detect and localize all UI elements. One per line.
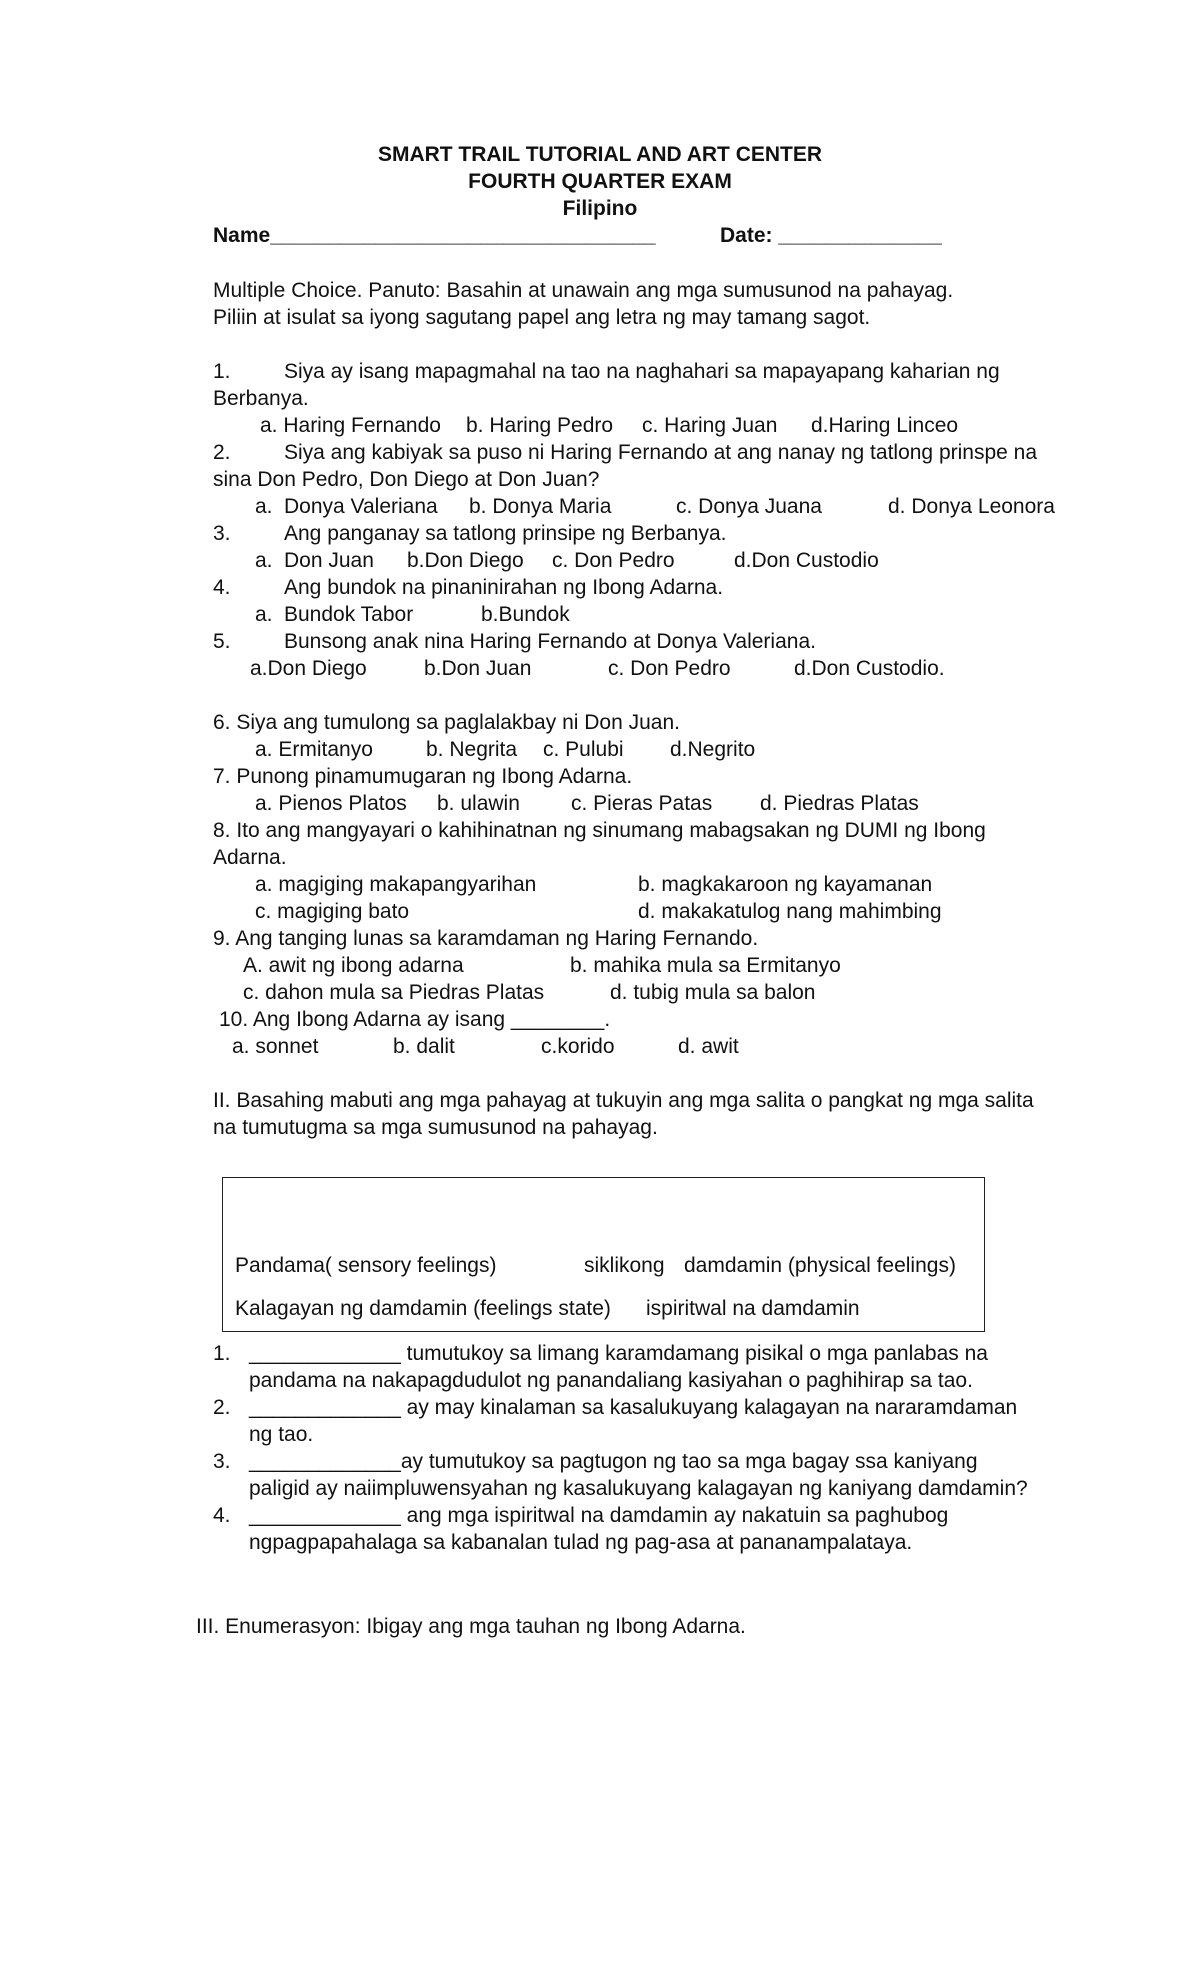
item-text: ng tao.: [249, 1423, 314, 1446]
item-text: _____________ay tumutukoy sa pagtugon ng tao sa mga bagay ssa kaniyang: [249, 1450, 978, 1473]
choice: a. sonnet: [232, 1035, 319, 1058]
choice: d.Haring Linceo: [811, 414, 959, 437]
item-number: 3.: [213, 1450, 231, 1473]
choice: Don Juan: [284, 549, 374, 572]
choice: d. Donya Leonora: [888, 495, 1055, 518]
choice: a. Pienos Platos: [255, 792, 407, 815]
choice: b. mahika mula sa Ermitanyo: [570, 954, 841, 977]
question-text: Siya ang kabiyak sa puso ni Haring Fernando at ang nanay ng tatlong prinspe na: [284, 441, 1038, 464]
word-bank-item: siklikong: [584, 1254, 665, 1277]
question-number: 4.: [213, 576, 231, 599]
part2-instructions: na tumutugma sa mga sumusunod na pahayag.: [213, 1116, 658, 1139]
choice: a. Ermitanyo: [255, 738, 373, 761]
part3-instruction: III. Enumerasyon: Ibigay ang mga tauhan ng Ibong Adarna.: [196, 1615, 746, 1638]
subject-title: Filipino: [562, 197, 638, 220]
item-text: pandama na nakapagdudulot ng panandaliang kasiyahan o paghihirap sa tao.: [249, 1369, 973, 1392]
item-number: 4.: [213, 1504, 231, 1527]
question-number: 1.: [213, 360, 231, 383]
word-bank-item: ispiritwal na damdamin: [646, 1297, 860, 1320]
choice: d.Don Custodio: [734, 549, 879, 572]
choice: d. Piedras Platas: [760, 792, 919, 815]
choice: Bundok Tabor: [284, 603, 414, 626]
choice: b.Bundok: [481, 603, 570, 626]
choice: c. Pieras Patas: [571, 792, 713, 815]
item-text: _____________ ay may kinalaman sa kasalukuyang kalagayan na nararamdaman: [249, 1396, 1018, 1419]
choice: b. Donya Maria: [469, 495, 612, 518]
question-text: 7. Punong pinamumugaran ng Ibong Adarna.: [213, 765, 633, 788]
choice: a. magiging makapangyarihan: [255, 873, 537, 896]
instructions-line: Multiple Choice. Panuto: Basahin at unawain ang mga sumusunod na pahayag.: [213, 279, 954, 302]
choice-letter: a.: [255, 549, 273, 572]
word-bank-item: Kalagayan ng damdamin (feelings state): [235, 1297, 611, 1320]
item-text: _____________ tumutukoy sa limang karamdamang pisikal o mga panlabas na: [249, 1342, 988, 1365]
question-text: Bunsong anak nina Haring Fernando at Donya Valeriana.: [284, 630, 816, 653]
choice: c. dahon mula sa Piedras Platas: [243, 981, 545, 1004]
question-text: sina Don Pedro, Don Diego at Don Juan?: [213, 468, 600, 491]
choice: A. awit ng ibong adarna: [243, 954, 464, 977]
part2-instructions: II. Basahing mabuti ang mga pahayag at tukuyin ang mga salita o pangkat ng mga salita: [213, 1089, 1034, 1112]
choice: d. tubig mula sa balon: [610, 981, 816, 1004]
choice: c. Haring Juan: [642, 414, 778, 437]
choice: c. Don Pedro: [552, 549, 675, 572]
item-text: paligid ay naiimpluwensyahan ng kasalukuyang kalagayan ng kaniyang damdamin?: [249, 1477, 1028, 1500]
question-text: Berbanya.: [213, 387, 309, 410]
question-text: Ang bundok na pinaninirahan ng Ibong Adarna.: [284, 576, 724, 599]
choice: c. magiging bato: [255, 900, 410, 923]
choice: c. Don Pedro: [608, 657, 731, 680]
question-text: 10. Ang Ibong Adarna ay isang ________.: [219, 1008, 611, 1031]
choice: b. magkakaroon ng kayamanan: [638, 873, 933, 896]
choice-letter: a.: [255, 603, 273, 626]
choice: d. awit: [678, 1035, 739, 1058]
date-field: Date: ______________: [720, 224, 942, 247]
question-number: 2.: [213, 441, 231, 464]
name-field: Name_________________________________: [213, 224, 656, 247]
choice: c. Pulubi: [543, 738, 624, 761]
choice: d.Negrito: [670, 738, 756, 761]
question-text: Adarna.: [213, 846, 287, 869]
question-number: 3.: [213, 522, 231, 545]
word-bank-item: damdamin (physical feelings): [684, 1254, 956, 1277]
choice: d. makakatulog nang mahimbing: [638, 900, 942, 923]
question-number: 5.: [213, 630, 231, 653]
choice: b. Haring Pedro: [466, 414, 614, 437]
choice: c. Donya Juana: [676, 495, 822, 518]
choice: d.Don Custodio.: [794, 657, 945, 680]
choice: b. ulawin: [437, 792, 520, 815]
item-number: 1.: [213, 1342, 231, 1365]
choice: a. Haring Fernando: [260, 414, 441, 437]
choice: b.Don Diego: [407, 549, 524, 572]
choice: Donya Valeriana: [284, 495, 438, 518]
choice: b. Negrita: [426, 738, 518, 761]
school-name: SMART TRAIL TUTORIAL AND ART CENTER: [377, 143, 823, 166]
question-text: 6. Siya ang tumulong sa paglalakbay ni Don Juan.: [213, 711, 680, 734]
choice: b.Don Juan: [424, 657, 532, 680]
exam-title: FOURTH QUARTER EXAM: [468, 170, 732, 193]
choice-letter: a.: [255, 495, 273, 518]
choice: c.korido: [541, 1035, 615, 1058]
choice: b. dalit: [393, 1035, 455, 1058]
question-text: Siya ay isang mapagmahal na tao na naghahari sa mapayapang kaharian ng: [284, 360, 1000, 383]
item-number: 2.: [213, 1396, 231, 1419]
question-text: 8. Ito ang mangyayari o kahihinatnan ng sinumang mabagsakan ng DUMI ng Ibong: [213, 819, 986, 842]
item-text: _____________ ang mga ispiritwal na damdamin ay nakatuin sa paghubog: [249, 1504, 949, 1527]
instructions-line: Piliin at isulat sa iyong sagutang papel ang letra ng may tamang sagot.: [213, 306, 871, 329]
item-text: ngpagpapahalaga sa kabanalan tulad ng pag-asa at pananampalataya.: [249, 1531, 913, 1554]
word-bank-item: Pandama( sensory feelings): [235, 1254, 497, 1277]
choice: a.Don Diego: [250, 657, 367, 680]
question-text: 9. Ang tanging lunas sa karamdaman ng Haring Fernando.: [213, 927, 759, 950]
question-text: Ang panganay sa tatlong prinsipe ng Berbanya.: [284, 522, 727, 545]
